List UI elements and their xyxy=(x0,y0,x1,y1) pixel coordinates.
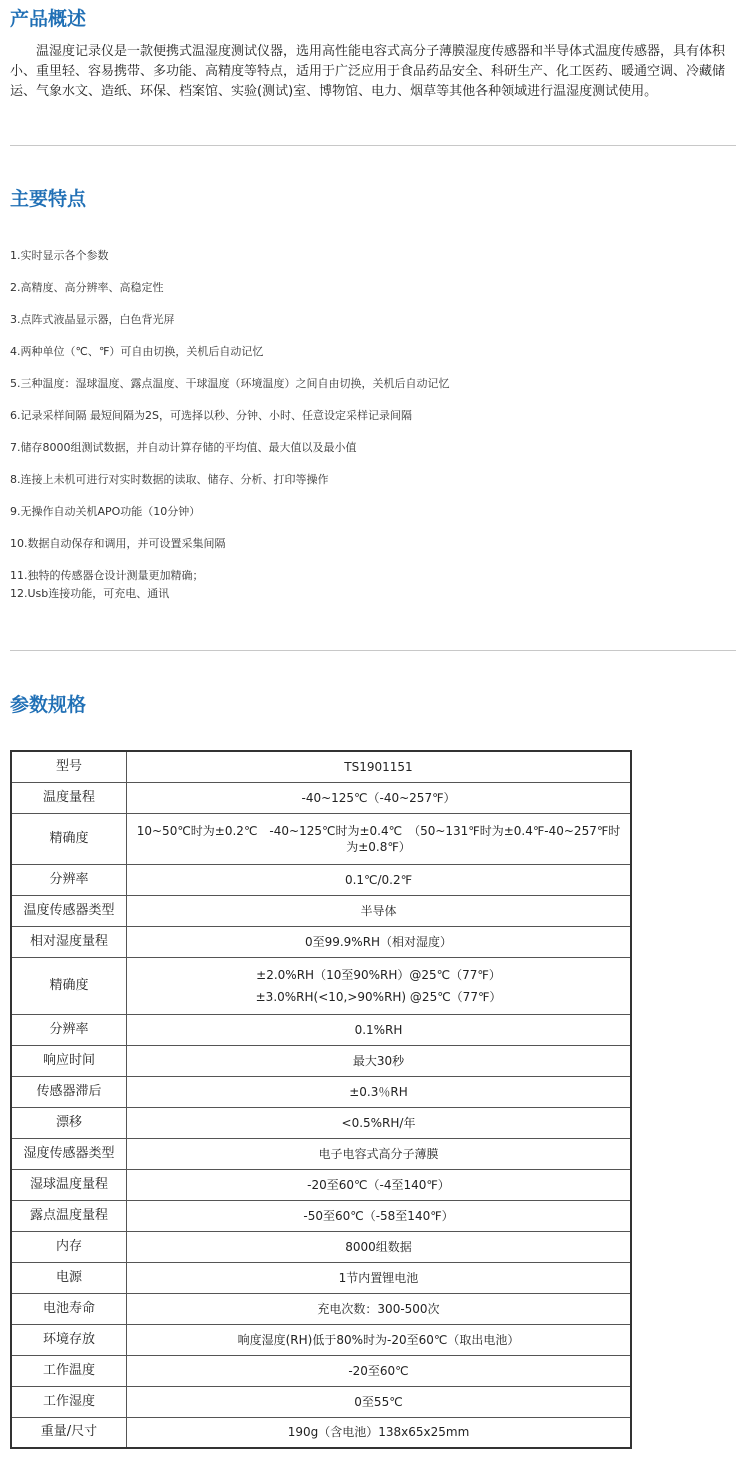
spec-value-text: <0.5%RH/年 xyxy=(341,1115,416,1130)
spec-value-text: ±2.0%RH（10至90%RH）@25℃（77℉） xyxy=(256,967,501,982)
spec-row xyxy=(11,957,631,1014)
spec-value xyxy=(127,782,632,813)
feature-item: 12.Usb连接功能，可充电、通讯 xyxy=(10,587,170,600)
spec-value-text: 最大30秒 xyxy=(352,1053,405,1068)
spec-row xyxy=(11,1386,631,1417)
spec-label: 传感器滞后 xyxy=(11,1076,127,1107)
spec-value-text: 1节内置锂电池 xyxy=(338,1270,419,1285)
spec-label: 相对湿度量程 xyxy=(11,926,127,957)
feature-item: 6.记录采样间隔 最短间隔为2S，可选择以秒、分钟、小时、任意设定采样记录间隔 xyxy=(10,409,412,422)
feature-item: 8.连接上未机可进行对实时数据的读取、储存、分析、打印等操作 xyxy=(10,473,329,486)
spec-value xyxy=(127,1231,632,1262)
spec-value-text: 190g（含电池）138x65x25mm xyxy=(287,1425,470,1440)
spec-value-text: ±3.0%RH(<10,>90%RH) @25℃（77℉） xyxy=(255,989,502,1004)
section-divider xyxy=(10,650,736,651)
spec-label: 内存 xyxy=(11,1231,127,1262)
spec-value-text: 0至55℃ xyxy=(354,1394,403,1409)
spec-value xyxy=(127,926,632,957)
spec-label: 温度量程 xyxy=(11,782,127,813)
spec-label: 湿度传感器类型 xyxy=(11,1138,127,1169)
spec-value-text: -50至60℃（-58至140℉） xyxy=(303,1208,454,1223)
feature-item: 5.三种温度：湿球温度、露点温度、干球温度（环境温度）之间自由切换，关机后自动记忆 xyxy=(10,377,450,390)
spec-label: 分辨率 xyxy=(11,864,127,895)
spec-row xyxy=(11,895,631,926)
spec-label: 响应时间 xyxy=(11,1045,127,1076)
spec-row xyxy=(11,1107,631,1138)
spec-value-text: 电子电容式高分子薄膜 xyxy=(318,1146,439,1161)
spec-row xyxy=(11,1417,631,1448)
spec-label: 露点温度量程 xyxy=(11,1200,127,1231)
spec-value-text: 响度湿度(RH)低于80%时为-20至60℃（取出电池） xyxy=(237,1332,520,1347)
spec-value-text: 0.1%RH xyxy=(354,1022,403,1037)
spec-label: 工作湿度 xyxy=(11,1386,127,1417)
spec-value xyxy=(127,1014,632,1045)
spec-label: 电池寿命 xyxy=(11,1293,127,1324)
feature-item: 10.数据自动保存和调用，并可设置采集间隔 xyxy=(10,537,226,550)
spec-value xyxy=(127,1045,632,1076)
features-heading: 主要特点 xyxy=(10,188,87,210)
spec-value-text: 10~50℃时为±0.2℃ -40~125℃时为±0.4℃ （50~131℉时为±0.4℉-40~257℉时为±0.8℉） xyxy=(136,823,621,854)
spec-row xyxy=(11,1014,631,1045)
spec-value xyxy=(127,1200,632,1231)
spec-label: 电源 xyxy=(11,1262,127,1293)
spec-value xyxy=(127,813,632,864)
spec-value xyxy=(127,1324,632,1355)
feature-item: 7.储存8000组测试数据，并自动计算存储的平均值、最大值以及最小值 xyxy=(10,441,357,454)
spec-value xyxy=(127,864,632,895)
spec-value-text: 8000组数据 xyxy=(345,1239,412,1254)
spec-label: 型号 xyxy=(11,751,127,782)
spec-value-text: 充电次数：300-500次 xyxy=(317,1301,440,1316)
spec-value xyxy=(127,1293,632,1324)
spec-value-text: 半导体 xyxy=(360,903,397,918)
spec-label: 重量/尺寸 xyxy=(11,1417,127,1448)
spec-row xyxy=(11,1169,631,1200)
spec-row xyxy=(11,1355,631,1386)
spec-row xyxy=(11,1076,631,1107)
spec-value xyxy=(127,957,632,1014)
spec-value-text: 0.1℃/0.2℉ xyxy=(344,872,413,887)
spec-value xyxy=(127,1386,632,1417)
spec-row xyxy=(11,1231,631,1262)
spec-label: 工作温度 xyxy=(11,1355,127,1386)
overview-heading: 产品概述 xyxy=(10,8,87,30)
spec-value-text: -40~125℃（-40~257℉） xyxy=(301,790,456,805)
spec-value-text: -20至60℃ xyxy=(348,1363,409,1378)
spec-row xyxy=(11,813,631,864)
spec-label: 分辨率 xyxy=(11,1014,127,1045)
spec-value xyxy=(127,1417,632,1448)
spec-value xyxy=(127,751,632,782)
spec-value-text: -20至60℃（-4至140℉） xyxy=(307,1177,450,1192)
spec-value-text: ±0.3％RH xyxy=(349,1084,408,1099)
spec-value xyxy=(127,1107,632,1138)
spec-value xyxy=(127,1169,632,1200)
specs-table xyxy=(10,750,632,1449)
spec-label: 环境存放 xyxy=(11,1324,127,1355)
overview-text: 温湿度记录仪是一款便携式温湿度测试仪器，选用高性能电容式高分子薄膜湿度传感器和半导体式温度传感器，具有体积小、重里轻、容易携带、多功能、高精度等特点，适用于广泛应用于食品药品安全、科研生产、化工医药、暖通空调、冷藏储运、气象水文、造纸、环保、档案馆、实验(测试)室、博物馆、电力、烟草等其他各种领域进行温湿度测试使用。 xyxy=(10,44,726,99)
feature-item: 11.独特的传感器仓设计测量更加精确； xyxy=(10,569,204,582)
spec-value xyxy=(127,1262,632,1293)
spec-row xyxy=(11,926,631,957)
spec-value xyxy=(127,895,632,926)
spec-label: 漂移 xyxy=(11,1107,127,1138)
spec-value xyxy=(127,1138,632,1169)
spec-row xyxy=(11,1293,631,1324)
spec-row xyxy=(11,751,631,782)
spec-value-text: TS1901151 xyxy=(344,759,413,774)
spec-row xyxy=(11,782,631,813)
feature-item: 4.两种单位（℃、℉）可自由切换，关机后自动记忆 xyxy=(10,345,264,358)
feature-item: 1.实时显示各个参数 xyxy=(10,249,109,262)
spec-label: 湿球温度量程 xyxy=(11,1169,127,1200)
spec-row xyxy=(11,1262,631,1293)
spec-label: 温度传感器类型 xyxy=(11,895,127,926)
spec-row xyxy=(11,1045,631,1076)
spec-row xyxy=(11,1138,631,1169)
spec-value-text: 0至99.9%RH（相对湿度） xyxy=(304,934,453,949)
section-divider xyxy=(10,145,736,146)
spec-row xyxy=(11,1324,631,1355)
spec-label: 精确度 xyxy=(11,813,127,864)
spec-row xyxy=(11,1200,631,1231)
spec-value xyxy=(127,1076,632,1107)
spec-value xyxy=(127,1355,632,1386)
specs-heading: 参数规格 xyxy=(10,694,87,716)
feature-item: 3.点阵式液晶显示器，白色背光屏 xyxy=(10,313,175,326)
spec-row xyxy=(11,864,631,895)
spec-label: 精确度 xyxy=(11,957,127,1014)
feature-item: 9.无操作自动关机APO功能（10分钟） xyxy=(10,505,201,518)
feature-item: 2.高精度、高分辨率、高稳定性 xyxy=(10,281,164,294)
